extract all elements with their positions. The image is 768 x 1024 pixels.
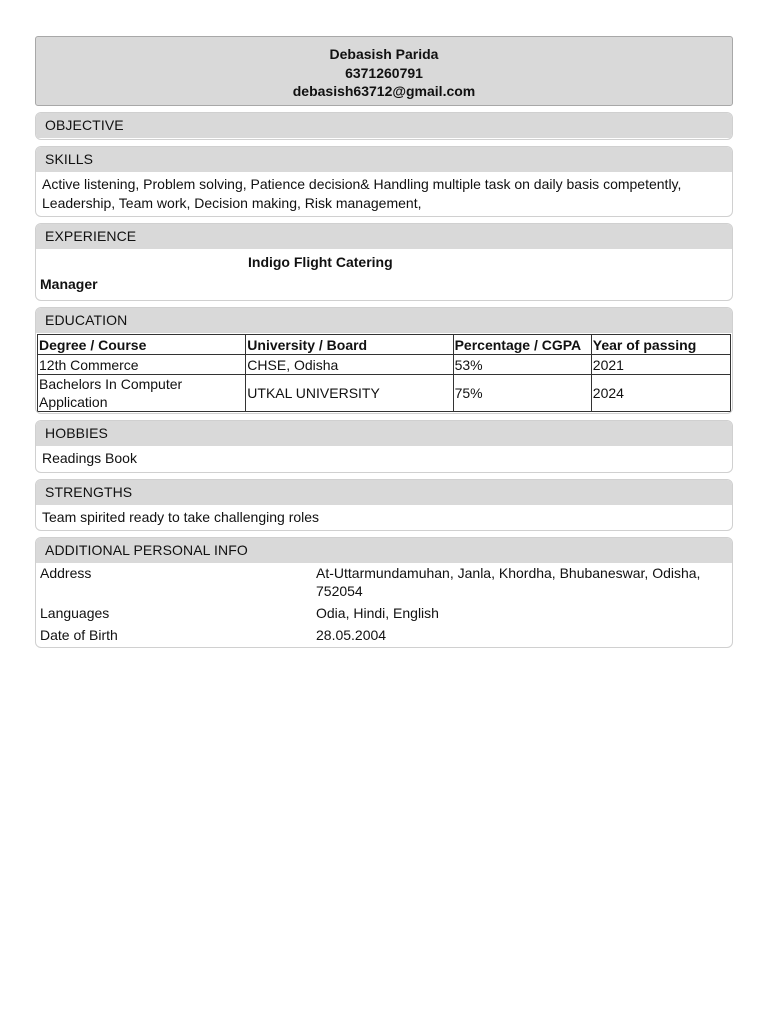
experience-company: Indigo Flight Catering [248,254,393,270]
personal-info-value: Odia, Hindi, English [316,605,439,621]
personal-info-value: At-Uttarmundamuhan, Janla, Khordha, Bhubaneswar, Odisha, 752054 [316,565,701,599]
education-title: EDUCATION [36,308,732,333]
experience-title: EXPERIENCE [36,224,732,249]
objective-section [35,112,733,140]
strengths-section [35,479,733,532]
education-cell: 53% [453,355,591,375]
education-cell: CHSE, Odisha [246,355,453,375]
table-row [38,355,731,375]
education-cell: 2021 [591,355,730,375]
education-header-row [38,335,731,355]
skills-text: Active listening, Problem solving, Patience decision& Handling multiple task on daily basis competently, Leadership, Team work, Decision making, Risk management, [42,176,682,211]
hobbies-section [35,420,733,473]
education-header-cell: Percentage / CGPA [453,335,591,355]
objective-title: OBJECTIVE [36,113,732,138]
resume-page [35,36,733,648]
education-table [37,334,731,412]
table-row [38,375,731,412]
skills-title: SKILLS [36,147,732,172]
candidate-email: debasish63712@gmail.com [292,83,476,99]
hobbies-text: Readings Book [42,450,137,466]
hobbies-title: HOBBIES [36,421,732,446]
personal-info-value: 28.05.2004 [316,627,387,643]
candidate-phone: 6371260791 [345,64,423,81]
personal-info-label: Languages [40,605,110,621]
table-row [36,603,732,625]
education-header-cell: University / Board [246,335,453,355]
education-cell: Bachelors In Computer Application [38,375,246,412]
table-row [36,563,732,603]
education-header-cell: Year of passing [591,335,730,355]
education-table-wrap [36,334,732,413]
candidate-name: Debasish Parida [329,46,439,62]
education-cell: UTKAL UNIVERSITY [246,375,453,412]
personal-info-title: ADDITIONAL PERSONAL INFO [36,538,732,563]
resume-header [35,36,733,106]
education-cell: 2024 [591,375,730,412]
skills-section [35,146,733,217]
experience-body [36,249,732,300]
experience-section [35,223,733,301]
education-section [35,307,733,414]
personal-info-table [36,563,732,647]
personal-info-label: Address [40,565,92,581]
personal-info-label: Date of Birth [40,627,118,643]
education-cell: 75% [453,375,591,412]
strengths-title: STRENGTHS [36,480,732,505]
personal-info-section [35,537,733,648]
experience-role: Manager [40,276,98,292]
strengths-text: Team spirited ready to take challenging roles [42,508,320,525]
education-header-cell: Degree / Course [38,335,246,355]
table-row [36,625,732,647]
education-cell: 12th Commerce [38,355,246,375]
